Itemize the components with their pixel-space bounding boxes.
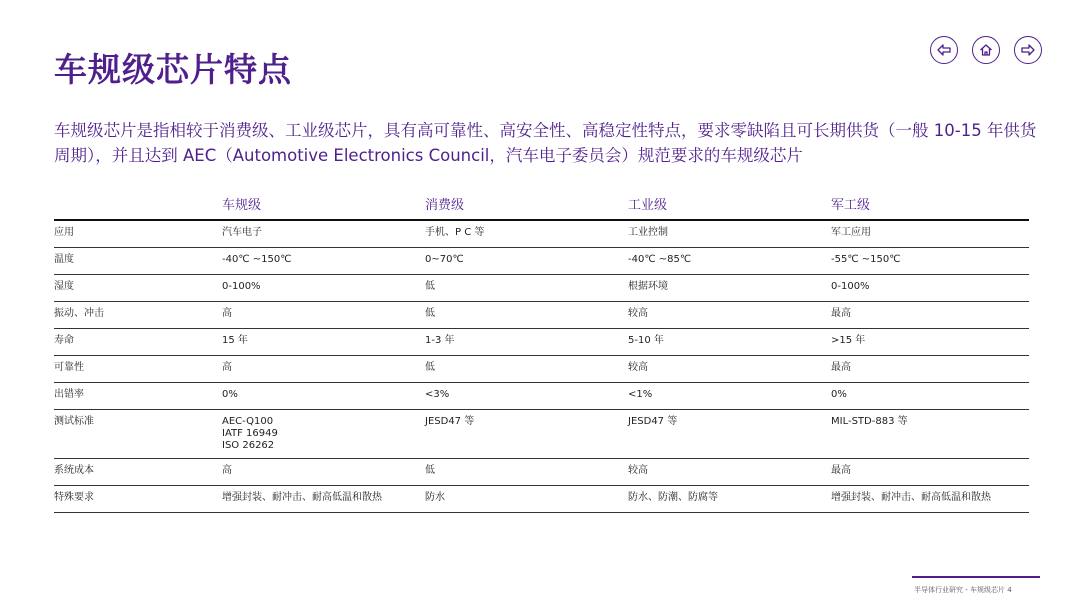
footer [914,585,1012,595]
row-label: 测试标准 [54,410,222,459]
row-label: 特殊要求 [54,486,222,513]
table-cell: 5-10 年 [628,329,831,356]
table-cell: 根据环境 [628,275,831,302]
table-cell: 较高 [628,356,831,383]
table-cell: 增强封装、耐冲击、耐高低温和散热 [222,486,425,513]
table-cell: <3% [425,383,628,410]
table-cell: 防水 [425,486,628,513]
table-cell: 15 年 [222,329,425,356]
page-title: 车规级芯片特点 [54,50,292,89]
table-cell: JESD47 等 [628,410,831,459]
table-cell: AEC-Q100 IATF 16949 ISO 26262 [222,410,425,459]
table-row [54,248,1029,275]
nav-buttons [930,36,1042,64]
row-label: 振动、冲击 [54,302,222,329]
prev-button[interactable] [930,36,958,64]
table-row [54,275,1029,302]
table-cell: <1% [628,383,831,410]
row-label: 出错率 [54,383,222,410]
header-cell: 车规级 [222,190,425,220]
table-cell: 最高 [831,459,1029,486]
table-cell: 0~70℃ [425,248,628,275]
table-row [54,220,1029,248]
row-label: 应用 [54,220,222,248]
table-row [54,302,1029,329]
table-cell: -40℃ ~150℃ [222,248,425,275]
home-icon [978,42,994,58]
arrow-right-icon [1020,42,1036,58]
arrow-left-icon [936,42,952,58]
header-cell: 消费级 [425,190,628,220]
table-cell: 手机、P C 等 [425,220,628,248]
table-row [54,459,1029,486]
table-row [54,383,1029,410]
table-cell: 军工应用 [831,220,1029,248]
table-cell: 最高 [831,302,1029,329]
table-cell: 低 [425,459,628,486]
table-cell: 高 [222,356,425,383]
table-cell: 低 [425,302,628,329]
table-cell: 较高 [628,459,831,486]
table-row [54,329,1029,356]
header-cell [54,190,222,220]
page-number: 4 [1007,586,1012,594]
table-cell: 高 [222,459,425,486]
table-cell: JESD47 等 [425,410,628,459]
next-button[interactable] [1014,36,1042,64]
table-cell: 0-100% [831,275,1029,302]
table-cell: 0-100% [222,275,425,302]
table-cell: -40℃ ~85℃ [628,248,831,275]
table-cell: 最高 [831,356,1029,383]
header-cell: 工业级 [628,190,831,220]
table-cell: 汽车电子 [222,220,425,248]
table-cell: -55℃ ~150℃ [831,248,1029,275]
header-cell: 军工级 [831,190,1029,220]
table-cell: 低 [425,275,628,302]
comparison-table [54,190,1029,513]
table-cell: 高 [222,302,425,329]
table-cell: 较高 [628,302,831,329]
footer-text: 半导体行业研究 - 车规级芯片 [914,586,1005,594]
table-cell: 1-3 年 [425,329,628,356]
row-label: 可靠性 [54,356,222,383]
home-button[interactable] [972,36,1000,64]
footer-divider [912,576,1040,578]
table-cell: 增强封装、耐冲击、耐高低温和散热 [831,486,1029,513]
table-cell: MIL-STD-883 等 [831,410,1029,459]
table-cell: 0% [831,383,1029,410]
table-row [54,356,1029,383]
row-label: 湿度 [54,275,222,302]
table-cell: 工业控制 [628,220,831,248]
table-cell: 防水、防潮、防腐等 [628,486,831,513]
table-cell: >15 年 [831,329,1029,356]
table-header-row [54,190,1029,220]
table-cell: 低 [425,356,628,383]
intro-paragraph: 车规级芯片是指相较于消费级、工业级芯片，具有高可靠性、高安全性、高稳定性特点，要求零缺陷且可长期供货（一般 10-15 年供货周期），并且达到 AEC（Automotive Electronics Council，汽车电子委员会）规范要求的车规级芯片 [54,121,1037,165]
table-row [54,486,1029,513]
table-row [54,410,1029,459]
table-cell: 0% [222,383,425,410]
row-label: 系统成本 [54,459,222,486]
row-label: 寿命 [54,329,222,356]
row-label: 温度 [54,248,222,275]
